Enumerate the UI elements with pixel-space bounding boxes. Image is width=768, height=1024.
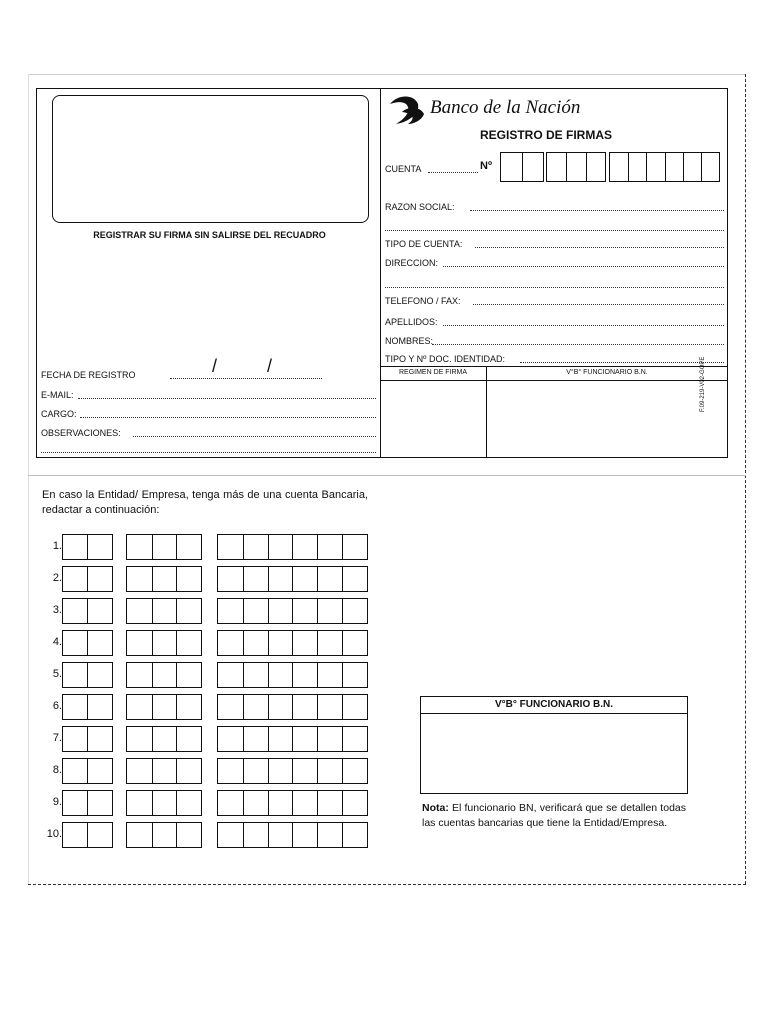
account-digit-cell[interactable] [152,695,177,719]
account-digit-cell[interactable] [152,791,177,815]
vb-header: V°B° FUNCIONARIO B.N. [566,369,648,376]
telefono-field[interactable] [473,304,724,305]
page-left-border [28,74,29,884]
account-box-group-3[interactable] [217,726,368,752]
account-box-group-3[interactable] [217,534,368,560]
account-digit-cell[interactable] [342,727,367,751]
account-digit-cell[interactable] [292,791,317,815]
account-digit-cell[interactable] [292,759,317,783]
account-digit-cell[interactable] [127,695,152,719]
account-digit-cell[interactable] [218,791,243,815]
account-box-group-2[interactable] [126,566,202,592]
account-digit-cell[interactable] [152,631,177,655]
account-digit-cell[interactable] [317,695,342,719]
direccion-label: DIRECCION: [385,258,439,268]
account-digit-cell[interactable] [342,823,367,847]
numero-label: Nº [480,160,492,172]
account-digit-cell[interactable] [87,695,112,719]
account-box-group-2[interactable] [126,726,202,752]
account-box-group-2[interactable] [126,790,202,816]
account-digit-cell[interactable] [218,631,243,655]
cuenta-box-group-1[interactable] [500,152,544,182]
account-row [40,662,370,688]
account-digit-cell[interactable] [292,535,317,559]
account-digit-cell[interactable] [342,759,367,783]
account-row-number: 8. [52,764,62,776]
account-digit-cell[interactable] [292,695,317,719]
account-box-group-3[interactable] [217,630,368,656]
email-label: E-MAIL: [41,390,74,400]
account-digit-cell[interactable] [127,567,152,591]
account-digit-cell[interactable] [176,759,201,783]
account-box-group-3[interactable] [217,694,368,720]
account-digit-cell[interactable] [218,823,243,847]
account-digit-cell[interactable] [152,599,177,623]
account-row [40,726,370,752]
account-row-number: 5. [52,668,62,680]
account-row-number: 9. [52,796,62,808]
regimen-table-top [380,366,728,367]
account-digit-cell[interactable] [243,631,268,655]
account-digit-cell[interactable] [176,535,201,559]
account-digit-cell[interactable] [63,599,87,623]
account-digit-cell[interactable] [127,599,152,623]
account-digit-cell[interactable] [176,823,201,847]
cuenta-dots [428,172,478,173]
fecha-label: FECHA DE REGISTRO [41,370,136,380]
tipo-doc-field[interactable] [520,362,724,363]
account-row [40,822,370,848]
account-box-group-2[interactable] [126,822,202,848]
account-box-group-1[interactable] [62,534,113,560]
account-box-group-1[interactable] [62,790,113,816]
note [422,801,686,831]
account-digit-cell[interactable] [243,759,268,783]
observaciones-field-2[interactable] [41,452,376,453]
fecha-slashes: / / [212,356,273,376]
nombres-field[interactable] [432,344,724,345]
cargo-field[interactable] [80,417,376,418]
observaciones-label: OBSERVACIONES: [41,428,121,438]
razon-social-field-2[interactable] [385,230,724,231]
note-text: El funcionario BN, verificará que se detallen todas las cuentas bancarias que tiene la Entidad/Empresa. [422,802,686,829]
account-digit-cell[interactable] [127,535,152,559]
cut-line [28,884,746,885]
account-box-group-1[interactable] [62,726,113,752]
account-row-number: 4. [52,636,62,648]
account-digit-cell[interactable] [342,695,367,719]
account-digit-cell[interactable] [243,727,268,751]
apellidos-field[interactable] [443,325,724,326]
account-row [40,758,370,784]
account-digit-cell[interactable] [152,759,177,783]
account-digit-cell[interactable] [127,791,152,815]
account-digit-cell[interactable] [268,727,293,751]
account-digit-cell[interactable] [342,631,367,655]
account-digit-cell[interactable] [268,567,293,591]
page-right-dashed-border [745,74,746,884]
cuenta-label: CUENTA [385,164,422,174]
account-digit-cell[interactable] [127,759,152,783]
email-field[interactable] [78,398,376,399]
account-row-number: 10. [46,828,62,840]
account-digit-cell[interactable] [268,695,293,719]
form-title: REGISTRO DE FIRMAS [480,128,613,142]
account-row-number: 7. [52,732,62,744]
account-digit-cell[interactable] [292,567,317,591]
account-digit-cell[interactable] [87,599,112,623]
account-digit-cell[interactable] [87,791,112,815]
account-digit-cell[interactable] [176,791,201,815]
account-digit-cell[interactable] [218,695,243,719]
account-digit-cell[interactable] [176,663,201,687]
account-digit-cell[interactable] [152,567,177,591]
tipo-cuenta-label: TIPO DE CUENTA: [385,239,463,249]
account-digit-cell[interactable] [292,823,317,847]
account-digit-cell[interactable] [87,759,112,783]
account-digit-cell[interactable] [63,823,87,847]
account-digit-cell[interactable] [63,791,87,815]
account-digit-cell[interactable] [127,631,152,655]
account-digit-cell[interactable] [152,535,177,559]
account-digit-cell[interactable] [243,567,268,591]
account-box-group-2[interactable] [126,758,202,784]
account-digit-cell[interactable] [87,567,112,591]
section-divider [28,475,746,476]
account-digit-cell[interactable] [317,599,342,623]
account-digit-cell[interactable] [87,631,112,655]
account-digit-cell[interactable] [218,567,243,591]
account-digit-cell[interactable] [243,695,268,719]
bank-name: Banco de la Nación [430,97,581,118]
tipo-doc-label: TIPO Y Nº DOC. IDENTIDAD: [385,354,505,364]
direccion-field-2[interactable] [385,287,724,288]
account-row-number: 1. [52,540,62,552]
tipo-cuenta-field[interactable] [475,247,724,248]
signature-caption: REGISTRAR SU FIRMA SIN SALIRSE DEL RECUADRO [93,230,326,240]
account-digit-cell[interactable] [292,663,317,687]
vb-funcionario-signature-area[interactable] [422,715,686,792]
account-digit-cell[interactable] [268,535,293,559]
account-digit-cell[interactable] [317,791,342,815]
account-row [40,534,370,560]
account-digit-cell[interactable] [268,663,293,687]
account-digit-cell[interactable] [317,631,342,655]
account-digit-cell[interactable] [268,791,293,815]
telefono-label: TELEFONO / FAX: [385,296,461,306]
account-digit-cell[interactable] [87,727,112,751]
account-digit-cell[interactable] [218,759,243,783]
account-digit-cell[interactable] [63,759,87,783]
account-box-group-1[interactable] [62,694,113,720]
account-digit-cell[interactable] [87,535,112,559]
accounts-instruction: En caso la Entidad/ Empresa, tenga más de una cuenta Bancaria, redactar a continuación: [42,489,368,516]
account-box-group-3[interactable] [217,662,368,688]
account-digit-cell[interactable] [317,567,342,591]
account-digit-cell[interactable] [218,727,243,751]
apellidos-label: APELLIDOS: [385,317,438,327]
account-digit-cell[interactable] [292,631,317,655]
account-digit-cell[interactable] [317,823,342,847]
account-box-group-3[interactable] [217,790,368,816]
account-digit-cell[interactable] [87,823,112,847]
account-digit-cell[interactable] [63,567,87,591]
vb-cell[interactable] [487,381,727,457]
account-box-group-2[interactable] [126,694,202,720]
signature-box[interactable] [52,95,369,223]
account-digit-cell[interactable] [176,695,201,719]
account-row [40,566,370,592]
nombres-label: NOMBRES: [385,336,434,346]
account-box-group-1[interactable] [62,758,113,784]
account-digit-cell[interactable] [317,663,342,687]
direccion-field[interactable] [443,266,724,267]
account-digit-cell[interactable] [152,727,177,751]
account-digit-cell[interactable] [317,727,342,751]
account-box-group-1[interactable] [62,630,113,656]
account-digit-cell[interactable] [342,663,367,687]
account-digit-cell[interactable] [342,567,367,591]
note-label: Nota: [422,802,449,814]
account-digit-cell[interactable] [127,663,152,687]
vb-funcionario-title: V°B° FUNCIONARIO B.N. [495,699,613,710]
account-digit-cell[interactable] [176,599,201,623]
account-box-group-2[interactable] [126,662,202,688]
account-digit-cell[interactable] [176,631,201,655]
account-digit-cell[interactable] [243,663,268,687]
regimen-header: REGIMEN DE FIRMA [398,369,468,376]
account-box-group-1[interactable] [62,662,113,688]
account-row-number: 3. [52,604,62,616]
account-digit-cell[interactable] [342,599,367,623]
account-row [40,598,370,624]
form-code: F.09-219-V02-GOPE [700,356,706,412]
account-digit-cell[interactable] [268,759,293,783]
account-digit-cell[interactable] [292,599,317,623]
account-box-group-1[interactable] [62,822,113,848]
account-digit-cell[interactable] [63,663,87,687]
account-box-group-3[interactable] [217,566,368,592]
account-digit-cell[interactable] [243,599,268,623]
account-digit-cell[interactable] [152,823,177,847]
account-digit-cell[interactable] [218,535,243,559]
page-top-border [28,74,746,75]
observaciones-field[interactable] [133,436,376,437]
account-digit-cell[interactable] [317,759,342,783]
account-digit-cell[interactable] [243,535,268,559]
cuenta-box-group-3[interactable] [609,152,720,182]
account-digit-cell[interactable] [268,599,293,623]
bank-logo-icon [388,92,428,126]
account-box-group-3[interactable] [217,598,368,624]
account-digit-cell[interactable] [127,823,152,847]
account-digit-cell[interactable] [268,823,293,847]
account-row-number: 2. [52,572,62,584]
account-digit-cell[interactable] [63,631,87,655]
account-digit-cell[interactable] [63,727,87,751]
account-digit-cell[interactable] [342,535,367,559]
account-digit-cell[interactable] [87,663,112,687]
account-digit-cell[interactable] [243,791,268,815]
razon-social-field[interactable] [470,210,724,211]
regimen-cell[interactable] [381,381,485,457]
fecha-field[interactable] [170,378,322,379]
account-box-group-1[interactable] [62,598,113,624]
account-digit-cell[interactable] [218,663,243,687]
account-digit-cell[interactable] [176,727,201,751]
cargo-label: CARGO: [41,409,77,419]
account-digit-cell[interactable] [63,695,87,719]
account-digit-cell[interactable] [127,727,152,751]
account-row [40,694,370,720]
account-row [40,630,370,656]
account-box-group-2[interactable] [126,534,202,560]
cuenta-box-group-2[interactable] [546,152,606,182]
account-digit-cell[interactable] [218,599,243,623]
account-row-number: 6. [52,700,62,712]
account-box-group-2[interactable] [126,630,202,656]
account-box-group-3[interactable] [217,758,368,784]
vb-funcionario-title-divider [420,713,688,714]
account-digit-cell[interactable] [63,535,87,559]
account-digit-cell[interactable] [292,727,317,751]
account-row [40,790,370,816]
account-box-group-2[interactable] [126,598,202,624]
account-digit-cell[interactable] [152,663,177,687]
account-box-group-3[interactable] [217,822,368,848]
account-digit-cell[interactable] [317,535,342,559]
account-digit-cell[interactable] [243,823,268,847]
razon-social-label: RAZON SOCIAL: [385,202,455,212]
account-digit-cell[interactable] [342,791,367,815]
account-digit-cell[interactable] [176,567,201,591]
account-box-group-1[interactable] [62,566,113,592]
account-digit-cell[interactable] [268,631,293,655]
